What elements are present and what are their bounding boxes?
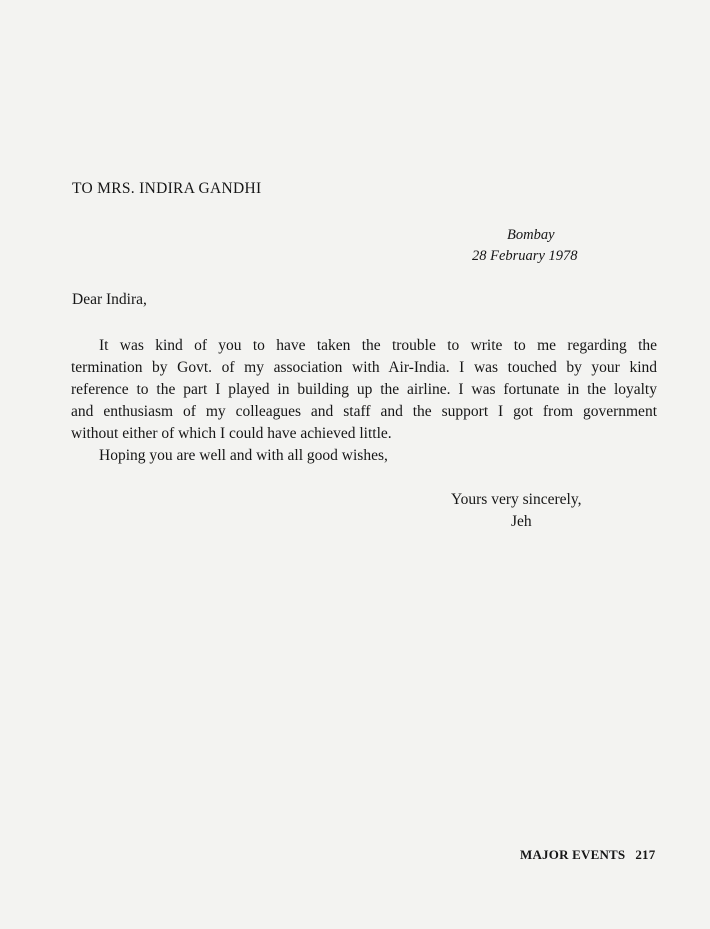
body-line: reference to the part I played in building up the airline. I was fortunate in the loyalty <box>71 381 657 398</box>
salutation: Dear Indira, <box>72 291 147 308</box>
footer-section: MAJOR EVENTS <box>520 847 626 862</box>
valediction: Yours very sincerely, <box>451 491 582 508</box>
page-footer <box>520 847 655 863</box>
page-number: 217 <box>635 847 656 862</box>
body-line: without either of which I could have achieved little. <box>71 425 392 442</box>
letter-date: 28 February 1978 <box>472 248 578 264</box>
signature: Jeh <box>511 513 532 530</box>
body-line: and enthusiasm of my colleagues and staff and the support I got from government <box>71 403 657 420</box>
closing-line: Hoping you are well and with all good wishes, <box>99 447 388 464</box>
letter-heading: TO MRS. INDIRA GANDHI <box>72 180 262 197</box>
body-line: It was kind of you to have taken the trouble to write to me regarding the <box>99 337 657 354</box>
body-line: termination by Govt. of my association with Air-India. I was touched by your kind <box>71 359 657 376</box>
letter-place: Bombay <box>507 227 555 243</box>
